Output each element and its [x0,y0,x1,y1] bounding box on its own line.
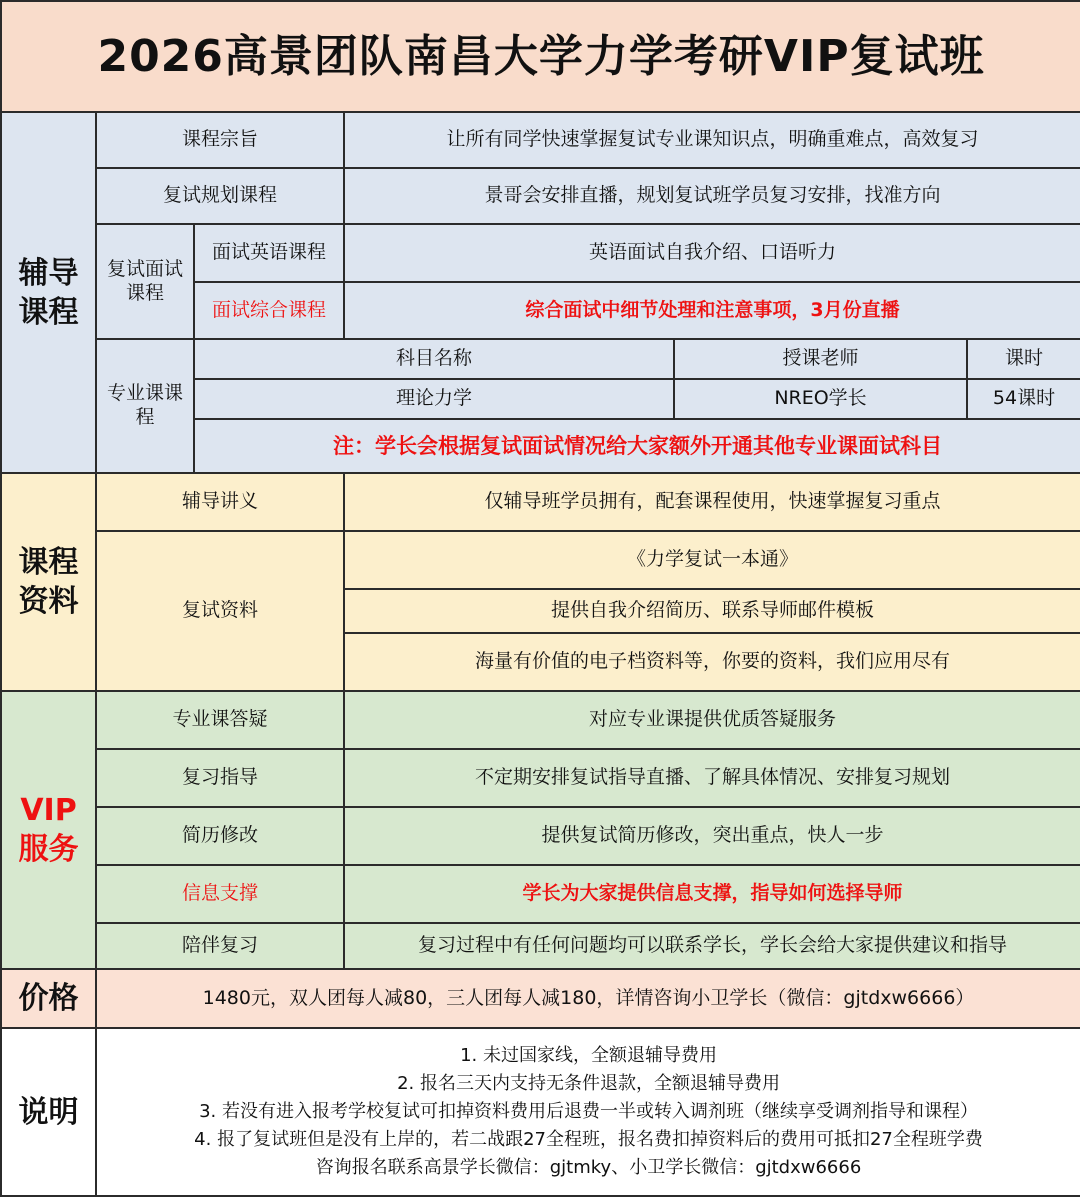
vip-row-value: 复习过程中有任何问题均可以联系学长，学长会给大家提供建议和指导 [344,923,1080,969]
retest-label: 复试资料 [96,531,344,691]
major-header-subject: 科目名称 [194,339,674,379]
interview-group-text: 复试面试课程 [106,257,183,304]
major-subject: 理论力学 [194,379,674,419]
purpose-label: 课程宗旨 [96,112,344,168]
retest-item: 提供自我介绍简历、联系导师邮件模板 [344,589,1080,633]
vip-row-value: 学长为大家提供信息支撑，指导如何选择导师 [344,865,1080,923]
planning-label: 复试规划课程 [96,168,344,224]
section-label-notes: 说明 [1,1028,96,1196]
note-line: 1. 未过国家线，全额退辅导费用 [460,1045,717,1067]
english-value: 英语面试自我介绍、口语听力 [344,224,1080,282]
handout-label: 辅导讲义 [96,473,344,531]
section-label-vip [1,691,96,969]
retest-item: 海量有价值的电子档资料等，你要的资料，我们应用尽有 [344,633,1080,691]
major-hours: 54课时 [967,379,1080,419]
section-label-line: 课程 [18,545,79,580]
major-note: 注：学长会根据复试面试情况给大家额外开通其他专业课面试科目 [194,419,1080,473]
section-label-line: 服务 [18,832,79,867]
section-label-materials [1,473,96,691]
section-label-line: 辅导 [18,255,79,291]
note-line: 2. 报名三天内支持无条件退款，全额退辅导费用 [397,1073,780,1095]
vip-row-label: 陪伴复习 [96,923,344,969]
vip-row-label: 信息支撑 [96,865,344,923]
vip-row-label: 简历修改 [96,807,344,865]
price-value: 1480元，双人团每人减80，三人团每人减180，详情咨询小卫学长（微信：gjtdxw6666） [96,969,1080,1028]
vip-row-label: 复习指导 [96,749,344,807]
purpose-value: 让所有同学快速掌握复试专业课知识点，明确重难点，高效复习 [344,112,1080,168]
vip-row-label: 专业课答疑 [96,691,344,749]
section-label-line: 课程 [18,294,79,330]
english-label: 面试英语课程 [194,224,344,282]
major-group-label [96,339,194,473]
handout-value: 仅辅导班学员拥有，配套课程使用，快速掌握复习重点 [344,473,1080,531]
major-teacher: NREO学长 [674,379,967,419]
section-label-tutoring [1,112,96,473]
interview-group-label [96,224,194,339]
note-line: 咨询报名联系高景学长微信：gjtmky、小卫学长微信：gjtdxw6666 [315,1156,862,1178]
section-label-line: 资料 [18,584,79,619]
note-line: 3. 若没有进入报考学校复试可扣掉资料费用后退费一半或转入调剂班（继续享受调剂指导和课程） [199,1101,978,1123]
vip-row-value: 对应专业课提供优质答疑服务 [344,691,1080,749]
major-header-hours: 课时 [967,339,1080,379]
comprehensive-value: 综合面试中细节处理和注意事项，3月份直播 [344,282,1080,339]
notes-block [96,1028,1080,1196]
major-header-teacher: 授课老师 [674,339,967,379]
section-label-line: VIP [20,793,77,828]
planning-value: 景哥会安排直播，规划复试班学员复习安排，找准方向 [344,168,1080,224]
note-line: 4. 报了复试班但是没有上岸的，若二战跟27全程班，报名费扣掉资料后的费用可抵扣27全程班学费 [194,1128,983,1150]
section-label-price: 价格 [1,969,96,1028]
retest-item: 《力学复试一本通》 [344,531,1080,589]
page-title: 2026高景团队南昌大学力学考研VIP复试班 [1,1,1080,112]
comprehensive-label: 面试综合课程 [194,282,344,339]
major-group-text: 专业课课程 [106,382,183,428]
vip-row-value: 提供复试简历修改，突出重点，快人一步 [344,807,1080,865]
vip-row-value: 不定期安排复试指导直播、了解具体情况、安排复习规划 [344,749,1080,807]
